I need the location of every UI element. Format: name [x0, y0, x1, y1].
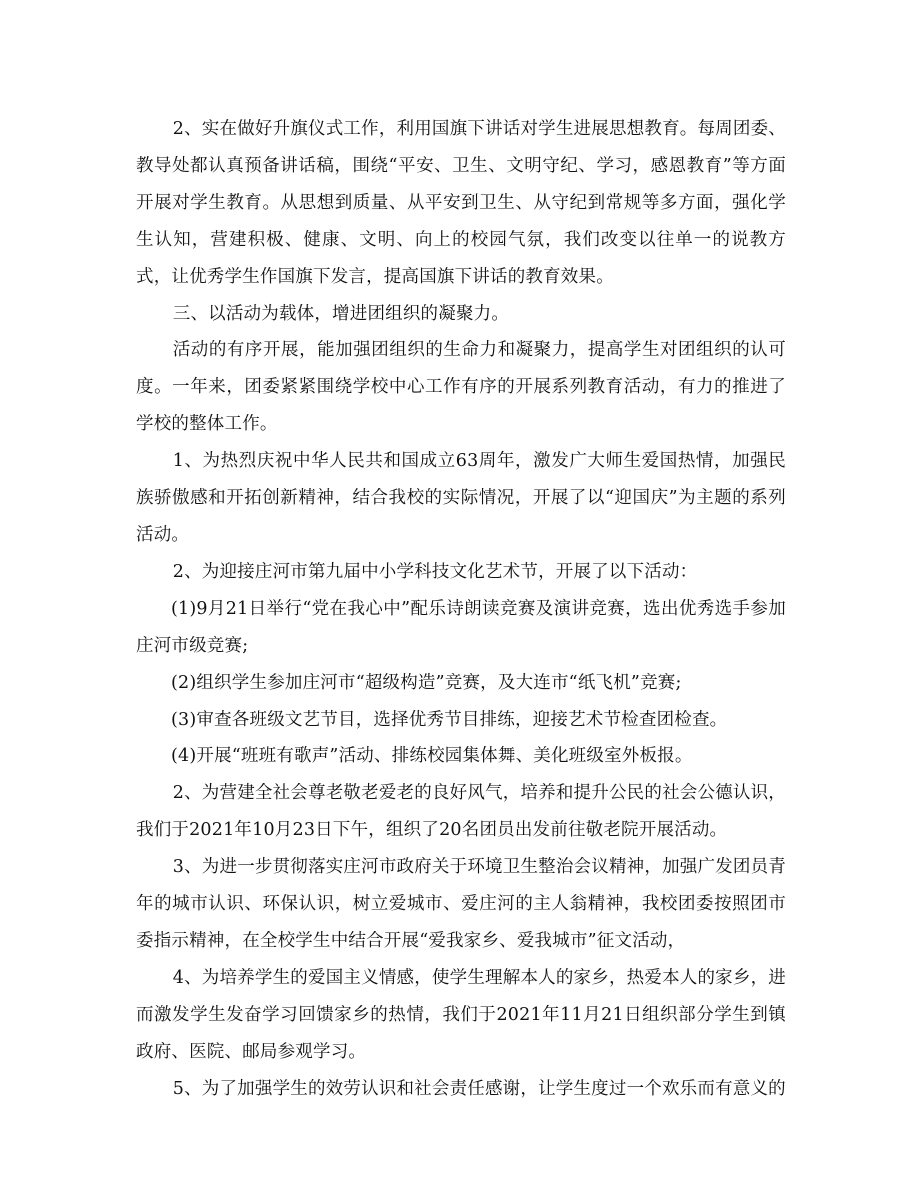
list-item-singing-activity: (4)开展“班班有歌声”活动、排练校园集体舞、美化班级室外板报。	[171, 746, 693, 767]
paragraph-flag-ceremony: 2、实在做好升旗仪式工作，利用国旗下讲话对学生进展思想教育。每周团委、教导处都认真预备讲话稿，围绕“平安、卫生、文明守纪、学习，感恩教育”等方面开展对学生教育。从思想到质量、从平安到卫生、从守纪到常规等多方面，强化学生认知，营建积极、健康、文明、向上的校园气氛，我们改变以往单一的说教方式，让优秀学生作国旗下发言，提高国旗下讲话的教育效果。	[136, 119, 786, 287]
section-heading-activities: 三、以活动为载体，增进团组织的凝聚力。	[172, 303, 510, 324]
list-item-program-review: (3)审查各班级文艺节目，选择优秀节目排练，迎接艺术节检查团检查。	[171, 709, 728, 730]
list-item-structure-contest: (2)组织学生参加庄河市“超级构造”竞赛，及大连市“纸飞机”竞赛;	[171, 672, 682, 693]
paragraph-environment: 3、为进一步贯彻落实庄河市政府关于环境卫生整治会议精神，加强广发团员青年的城市认识、环保认识，树立爱城市、爱庄河的主人翁精神，我校团委按照团市委指示精神，在全校学生中结合开展“爱我家乡、爱我城市”征文活动，	[136, 857, 786, 951]
paragraph-patriotism: 4、为培养学生的爱国主义情感，使学生理解本人的家乡，热爱本人的家乡，进而激发学生发奋学习回馈家乡的热情，我们于2021年11月21日组织部分学生到镇政府、医院、邮局参观学习。	[136, 967, 786, 1062]
paragraph-elderly-care: 2、为营建全社会尊老敬老爱老的良好风气，培养和提升公民的社会公德认识，我们于2021年10月23日下午，组织了20名团员出发前往敬老院开展活动。	[136, 783, 786, 841]
paragraph-art-festival: 2、为迎接庄河市第九届中小学科技文化艺术节，开展了以下活动：	[172, 561, 698, 582]
paragraph-national-day: 1、为热烈庆祝中华人民共和国成立63周年，激发广大师生爱国热情，加强民族骄傲感和开拓创新精神，结合我校的实际情况，开展了以“迎国庆”为主题的系列活动。	[136, 451, 786, 545]
paragraph-activities-intro: 活动的有序开展，能加强团组织的生命力和凝聚力，提高学生对团组织的认可度。一年来，团委紧紧围绕学校中心工作有序的开展系列教育活动，有力的推进了学校的整体工作。	[136, 340, 786, 435]
paragraph-service-awareness: 5、为了加强学生的效劳认识和社会责任感谢，让学生度过一个欢乐而有意义的	[172, 1078, 786, 1099]
list-item-poetry-contest: (1)9月21日举行“党在我心中”配乐诗朗读竞赛及演讲竞赛，选出优秀选手参加庄河市级竞赛;	[136, 598, 786, 656]
document-body	[136, 111, 786, 1107]
